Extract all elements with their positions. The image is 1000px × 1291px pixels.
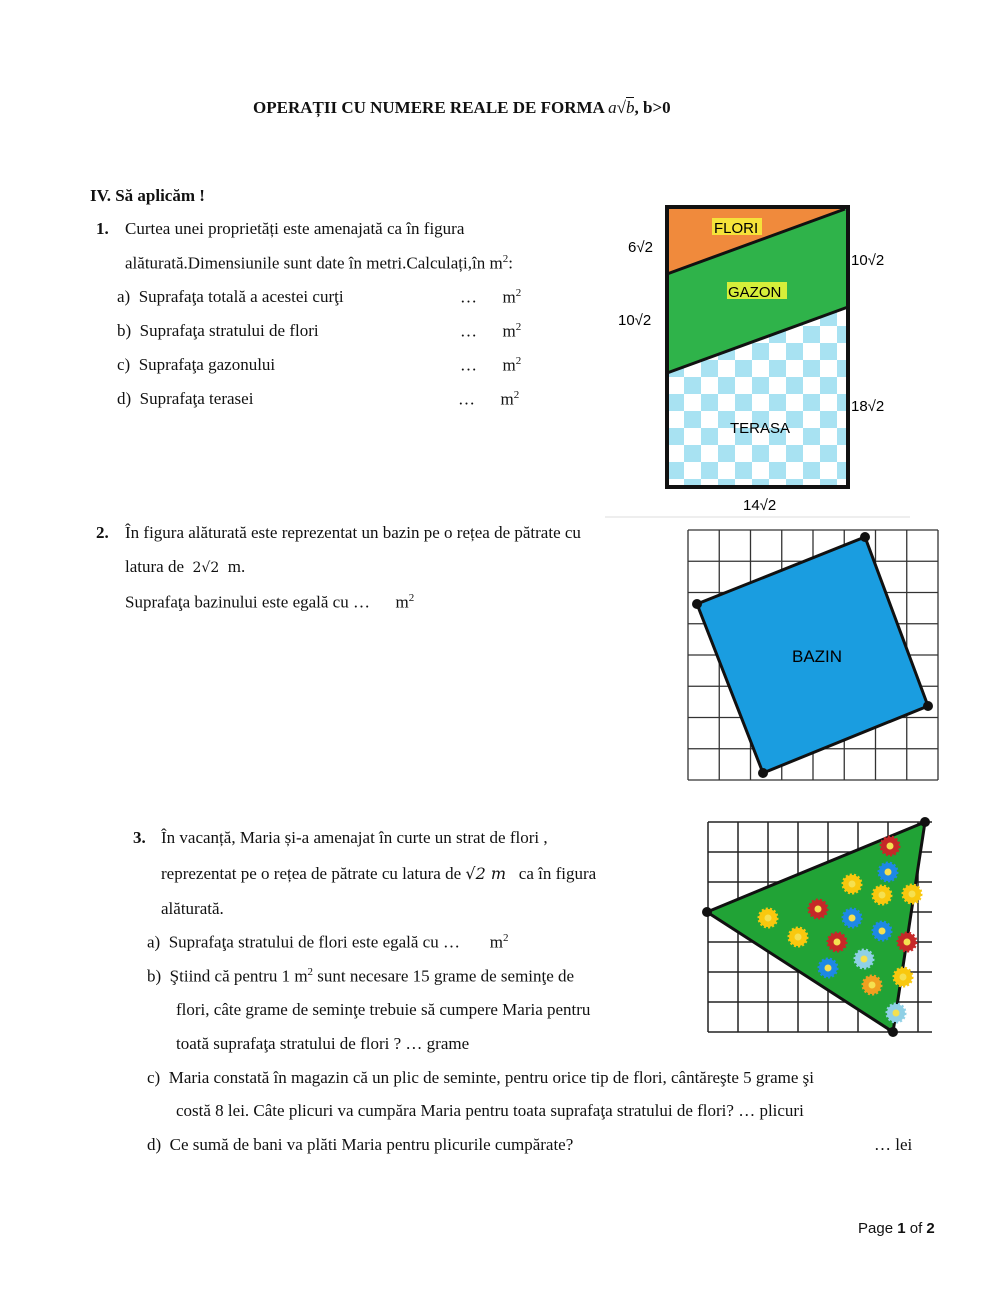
ex3-item-a [147,932,508,953]
flower-center [765,915,772,922]
ex1-line2 [125,253,513,274]
ex1-line1: Curtea unei proprietăți este amenajată ca în figura [125,219,465,238]
text: Suprafaţa totală a acestei curţi [138,287,344,306]
flower-center [795,934,802,941]
ex2-number: 2. [96,523,109,542]
page-number [858,1220,935,1237]
flower-center [909,891,916,898]
value: 2√2 [192,560,220,576]
courtyard-figure [600,190,920,520]
sup: 2 [515,287,522,299]
label: c) [147,1068,161,1087]
flower-center [900,974,907,981]
ex3-line1: În vacanță, Maria și-a amenajat în curte un strat de flori , [161,828,548,847]
unit: m [489,932,503,952]
sup: 2 [408,592,415,604]
dim-right-top: 10√2 [851,252,885,269]
sup: 2 [502,253,509,265]
ex3-line3: alăturată. [161,899,224,918]
ex1-answer-c[interactable] [460,355,521,376]
ex3-item-d [147,1135,573,1155]
label: b) [147,966,162,986]
flower-center [861,956,868,963]
blank[interactable]: … [458,389,475,409]
ex3-item-c [147,1068,814,1088]
text: Ce sumă de bani va plăti Maria pentru plicurile cumpărate? [169,1135,574,1154]
flower-center [815,906,822,913]
label: d) [117,389,132,408]
text: sunt necesare 15 grame de seminţe de [313,966,575,986]
unit: m [502,321,516,341]
text: reprezentat pe o rețea de pătrate cu latura de [161,864,462,883]
label: c) [117,355,131,374]
label: d) [147,1135,162,1154]
dim-left-mid: 10√2 [618,312,652,329]
text: Suprafaţa terasei [139,389,254,408]
title-text: OPERAȚII CU NUMERE REALE DE FORMA [253,98,604,117]
label: b) [117,321,132,340]
flower-center [885,869,892,876]
dim-left-top: 6√2 [628,239,653,256]
ex3-item-b-line3[interactable]: toată suprafaţa stratului de flori ? … grame [176,1034,470,1053]
ex1-answer-d[interactable] [458,389,519,410]
sup: 2 [515,321,522,333]
dim-right-bottom: 18√2 [851,398,885,415]
text: Ştiind că pentru 1 m [169,966,308,986]
text: Maria constată în magazin că un plic de seminte, pentru orice tip de flori, cântăreşte 5 grame şi [168,1068,814,1087]
unit: m [500,389,514,409]
label: a) [117,287,131,306]
blank[interactable]: … [460,321,477,341]
text: m. [227,557,246,576]
ex3-line2 [161,864,596,884]
text: Suprafaţa stratului de flori [139,321,319,340]
text: ca în figura [518,864,597,883]
flower-center [825,965,832,972]
colon: : [508,253,513,273]
unit: m [395,592,409,612]
of-label: of [909,1220,923,1237]
ex3-item-b [147,966,574,987]
flower-center [893,1010,900,1017]
flori-label: FLORI [714,220,759,237]
pool-figure [686,528,940,782]
ex2-line1: În figura alăturată este reprezentat un bazin pe o rețea de pătrate cu [125,523,581,542]
unit: m [502,355,516,375]
dim-bottom: 14√2 [743,497,777,514]
value: √2 m [465,864,507,883]
gazon-label: GAZON [728,284,782,301]
blank[interactable]: … [460,355,477,375]
flower-center [879,928,886,935]
flower-center [869,982,876,989]
ex3-number: 3. [133,828,146,847]
text: Suprafaţa gazonului [138,355,276,374]
unit: m [502,287,516,307]
ex1-item-c [117,355,275,375]
sup: 2 [515,355,522,367]
page-label: Page [858,1220,894,1237]
bazin-label: BAZIN [792,647,843,666]
title-condition: , b>0 [634,98,671,117]
flower-center [904,939,911,946]
flower-bed-figure [700,815,940,1045]
ex1-item-b [117,321,319,341]
ex3-item-c-line2[interactable]: costă 8 lei. Câte plicuri va cumpăra Maria pentru toata suprafaţa stratului de flori? … plicuri [176,1101,804,1120]
ex1-number: 1. [96,219,109,238]
terasa-label: TERASA [730,420,791,437]
label: a) [147,932,161,952]
formula-b: b [625,98,635,117]
ex1-line2-text: alăturată.Dimensiunile sunt date în metri.Calculați,în m [125,253,503,273]
ex2-line3 [125,592,414,613]
total-pages: 2 [926,1220,935,1237]
ex1-item-d [117,389,253,409]
ex3-item-b-line2: flori, câte grame de seminţe trebuie să cumpere Maria pentru [176,1000,591,1019]
flower-center [879,892,886,899]
ex1-answer-b[interactable] [460,321,521,342]
sup: 2 [307,966,314,978]
page-title: OPERAȚII CU NUMERE REALE DE FORMA a√b, b>0 [253,98,671,117]
flower-center [887,843,894,850]
ex1-answer-a[interactable] [460,287,521,308]
flower-center [849,915,856,922]
flower-center [834,939,841,946]
text[interactable]: Suprafaţa bazinului este egală cu … [125,592,370,612]
ex1-item-a [117,287,344,307]
text[interactable]: Suprafaţa stratului de flori este egală cu … [168,932,460,952]
section-heading: IV. Să aplicăm ! [90,186,205,205]
blank[interactable]: … [460,287,477,307]
flower-center [849,881,856,888]
text: latura de [125,557,184,576]
ex3-answer-d[interactable]: … lei [874,1135,913,1154]
current-page: 1 [897,1220,906,1237]
sup: 2 [502,932,509,944]
ex2-line2 [125,557,245,577]
sup: 2 [513,389,520,401]
formula-a: a [608,98,617,117]
